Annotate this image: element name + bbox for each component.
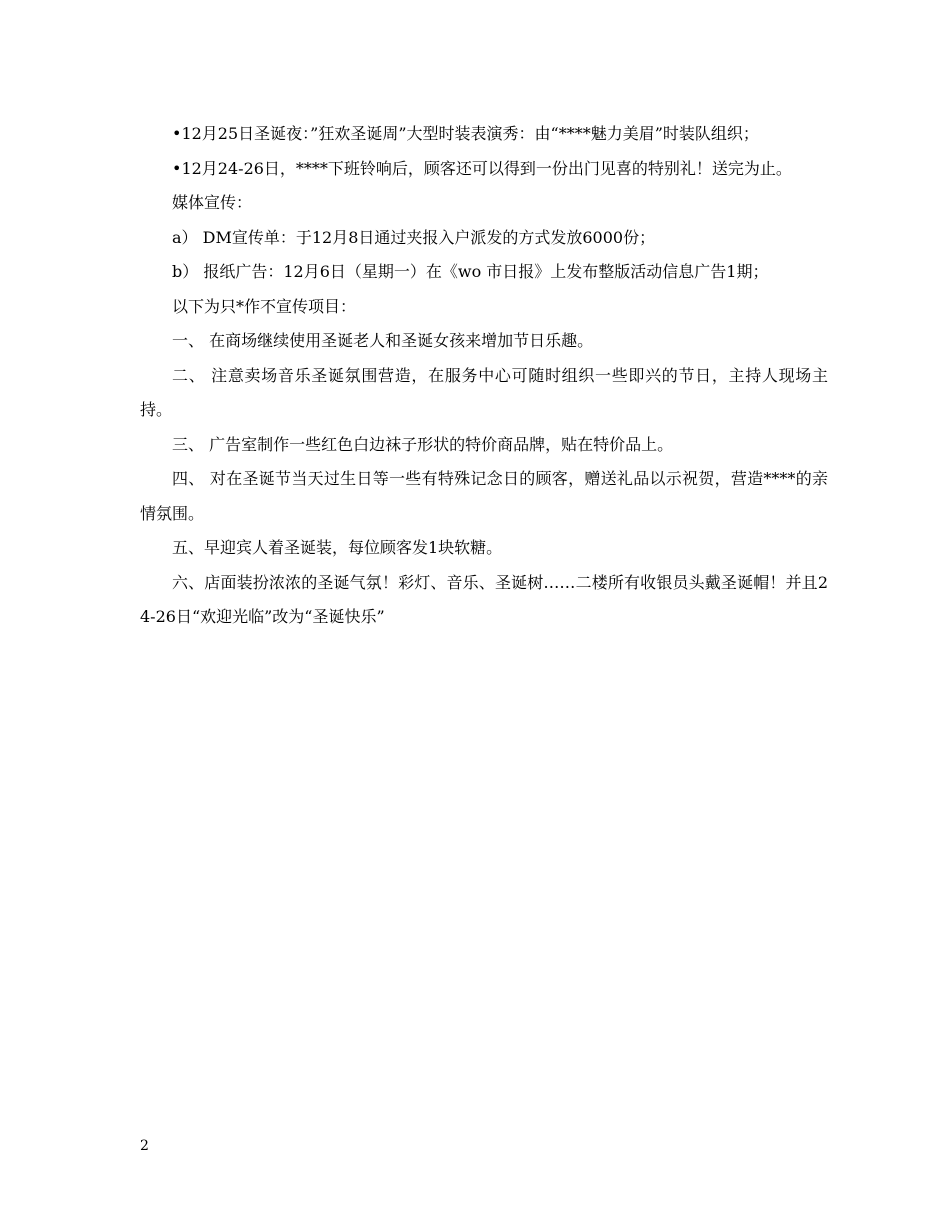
list-item-greeter: 五、早迎宾人着圣诞装，每位顾客发1块软糖。 bbox=[172, 538, 503, 557]
list-item-santa: 一、 在商场继续使用圣诞老人和圣诞女孩来增加节日乐趣。 bbox=[172, 331, 594, 350]
list-item-music: 二、 注意卖场音乐圣诞氛围营造，在服务中心可随时组织一些即兴的节日，主持人现场主持。 bbox=[140, 365, 828, 419]
paragraph-newspaper-ad: b） 报纸广告：12月6日（星期一）在《wo 市日报》上发布整版活动信息广告1期； bbox=[172, 262, 769, 281]
paragraph-gift: •12月24-26日，****下班铃响后，顾客还可以得到一份出门见喜的特别礼！送完为止。 bbox=[172, 158, 792, 178]
paragraph-media-heading: 媒体宣传： bbox=[172, 193, 253, 212]
list-item-price-tags: 三、 广告室制作一些红色白边袜子形状的特价商品牌，贴在特价品上。 bbox=[172, 434, 674, 454]
page-number: 2 bbox=[140, 1138, 149, 1154]
list-item-birthday-gifts: 四、 对在圣诞节当天过生日等一些有特殊记念日的顾客，赠送礼品以示祝贺，营造****的亲情氛围。 bbox=[140, 469, 828, 523]
paragraph-fashion-show: •12月25日圣诞夜：”狂欢圣诞周”大型时装表演秀：由“****魅力美眉”时装队组织； bbox=[172, 124, 759, 143]
paragraph-dm-flyer: a） DM宣传单：于12月8日通过夹报入户派发的方式发放6000份； bbox=[172, 227, 656, 247]
paragraph-non-promo-heading: 以下为只*作不宣传项目： bbox=[172, 296, 357, 316]
document-body bbox=[140, 117, 828, 635]
list-item-decoration: 六、店面装扮浓浓的圣诞气氛！彩灯、音乐、圣诞树……二楼所有收银员头戴圣诞帽！并且24-26日“欢迎光临”改为“圣诞快乐” bbox=[140, 572, 828, 626]
